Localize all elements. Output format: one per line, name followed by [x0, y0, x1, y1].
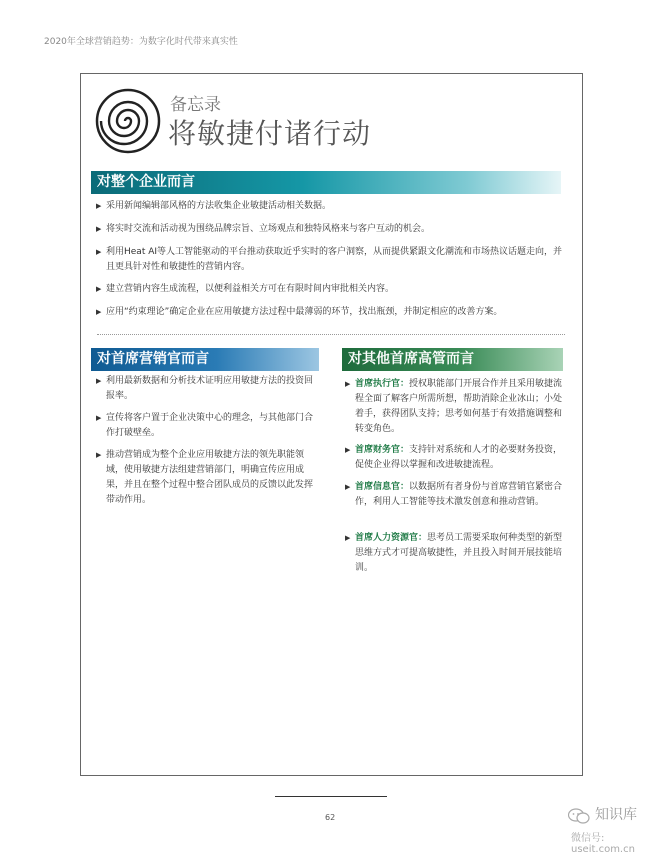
bullet-triangle-icon: ▶	[345, 446, 351, 454]
memo-title: 将敏捷付诸行动	[168, 117, 372, 150]
memo-label: 备忘录	[170, 95, 221, 115]
enterprise-heading: 对整个企业而言	[91, 171, 561, 194]
enterprise-item: ▶ 将实时交流和活动视为围绕品牌宗旨、立场观点和独特风格来与客户互动的机会。	[106, 222, 561, 237]
cmo-item: ▶ 宣传将客户置于企业决策中心的理念，与其他部门合作打破壁垒。	[96, 413, 314, 438]
enterprise-item: ▶ 利用Heat AI等人工智能驱动的平台推动获取近乎实时的客户洞察，从而提供紧跟文化潮流和市场热议话题走向，并且更具针对性和敏捷性的营销内容。	[96, 247, 563, 272]
exec-item: ▶ 首席信息官：以数据所有者身份与首席营销官紧密合作，利用人工智能等技术激发创意和推动营销。	[345, 482, 563, 507]
exec-item: ▶ 首席执行官：授权职能部门开展合作并且采用敏捷流程全面了解客户所需所想，帮助消除企业冰山；小处着手，获得团队支持；思考如何基于有效措施调整和转变角色。	[345, 379, 563, 434]
watermark-name: 知识库	[595, 807, 637, 823]
role-label: 首席执行官：	[355, 379, 410, 389]
enterprise-item: ▶ 建立营销内容生成流程，以便利益相关方可在有限时间内审批相关内容。	[106, 282, 561, 297]
bullet-triangle-icon: ▶	[96, 202, 102, 210]
watermark-handle: 微信号: useit.com.cn	[571, 833, 635, 855]
bullet-triangle-icon: ▶	[345, 380, 351, 388]
bullet-triangle-icon: ▶	[96, 285, 102, 293]
role-label: 首席人力资源官：	[355, 533, 428, 543]
exec-heading: 对其他首席高管而言	[342, 348, 563, 371]
cmo-item: ▶ 推动营销成为整个企业应用敏捷方法的领先职能领域，使用敏捷方法组建营销部门，明确宣传应用成果，并且在整个过程中整合团队成员的反馈以此发挥带动作用。	[96, 450, 314, 505]
cmo-item: ▶ 利用最新数据和分析技术证明应用敏捷方法的投资回报率。	[96, 376, 314, 401]
enterprise-item: ▶ 应用“约束理论”确定企业在应用敏捷方法过程中最薄弱的环节，找出瓶颈，并制定相应的改善方案。	[106, 305, 568, 320]
exec-item: ▶ 首席人力资源官：思考员工需要采取何种类型的新型思维方式才可提高敏捷性，并且投入时间开展技能培训。	[345, 533, 563, 573]
role-label: 首席财务官：	[355, 445, 410, 455]
running-header: 2020年全球营销趋势：为数字化时代带来真实性	[44, 37, 238, 47]
bullet-triangle-icon: ▶	[96, 248, 102, 256]
bullet-triangle-icon: ▶	[96, 414, 102, 422]
cmo-heading: 对首席营销官而言	[91, 348, 319, 371]
bullet-triangle-icon: ▶	[96, 308, 102, 316]
bullet-triangle-icon: ▶	[96, 451, 102, 459]
bullet-triangle-icon: ▶	[96, 377, 102, 385]
footer-rule	[275, 796, 387, 797]
role-label: 首席信息官：	[355, 482, 410, 492]
exec-item: ▶ 首席财务官：支持针对系统和人才的必要财务投资，促使企业得以掌握和改进敏捷流程。	[345, 445, 563, 470]
section-divider	[97, 334, 565, 335]
enterprise-item: ▶ 采用新闻编辑部风格的方法收集企业敏捷活动相关数据。	[106, 199, 561, 214]
bullet-triangle-icon: ▶	[345, 483, 351, 491]
wechat-icon	[568, 808, 590, 824]
bullet-triangle-icon: ▶	[345, 534, 351, 542]
page-number: 62	[325, 813, 336, 822]
spiral-icon	[95, 88, 161, 154]
bullet-triangle-icon: ▶	[96, 225, 102, 233]
